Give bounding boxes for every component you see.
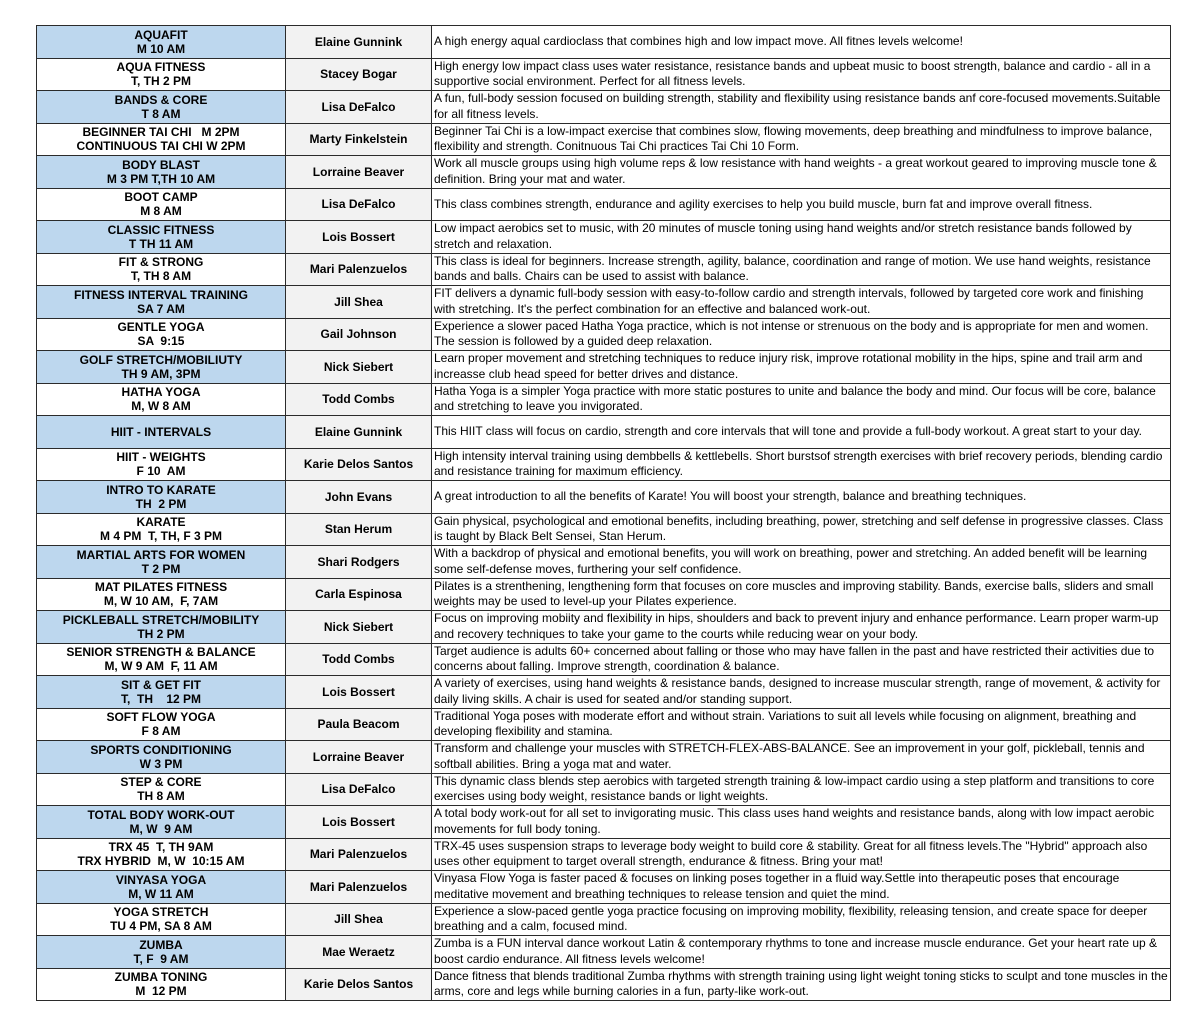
- class-description-cell: [432, 286, 1171, 319]
- class-time: W 3 PM: [139, 756, 183, 771]
- class-description: High energy low impact class uses water resistance, resistance bands and upbeat music to boost strength, balance and cardio - all in a supportive social environment. Perfect for all fitness levels.: [434, 58, 1151, 89]
- class-cell: [37, 611, 286, 644]
- instructor-name: Elaine Gunnink: [286, 26, 432, 59]
- class-time: M, W 11 AM: [128, 886, 194, 901]
- class-name: TRX 45 T, TH 9AM: [108, 840, 214, 855]
- class-row: [37, 546, 1171, 579]
- class-row: [37, 221, 1171, 254]
- class-description-cell: [432, 156, 1171, 189]
- class-row: [37, 773, 1171, 806]
- class-description-cell: [432, 383, 1171, 416]
- class-cell: [37, 416, 286, 449]
- class-name: ZUMBA TONING: [114, 970, 208, 985]
- class-description: A variety of exercises, using hand weights & resistance bands, designed to increase muscular strength, range of movement, & activity for daily living skills. A chair is used for seated and/or standing support.: [434, 676, 1161, 706]
- class-description-cell: [432, 123, 1171, 156]
- class-time: M 12 PM: [135, 984, 187, 999]
- class-description-cell: [432, 318, 1171, 351]
- class-cell: [37, 838, 286, 871]
- class-description: This class is ideal for beginners. Increase strength, agility, balance, coordination and range of motion. We use hand weights, resistance bands and balls. Chairs can be used to assist with balance.: [434, 253, 1151, 284]
- instructor-name: Todd Combs: [286, 383, 432, 416]
- class-name: MARTIAL ARTS FOR WOMEN: [76, 547, 246, 562]
- class-description: TRX-45 uses suspension straps to leverage body weight to build core & stability. Great for all fitness levels.The "Hybrid" approach also uses other equipment to target overall strength, endurance & fitness. Bring your mat!: [434, 838, 1148, 869]
- class-schedule-table: [36, 25, 1171, 1001]
- class-description-cell: [432, 351, 1171, 384]
- class-time: M 8 AM: [140, 204, 182, 219]
- class-cell: [37, 58, 286, 91]
- class-time: TRX HYBRID M, W 10:15 AM: [77, 854, 245, 869]
- class-cell: [37, 643, 286, 676]
- instructor-name: Lorraine Beaver: [286, 156, 432, 189]
- class-name: HIIT - WEIGHTS: [116, 450, 206, 465]
- class-description: Dance fitness that blends traditional Zumba rhythms with strength training using light weight toning sticks to sculpt and tone muscles in the arms, core and legs while burning calories in a fun, party-like work-out.: [434, 968, 1168, 999]
- class-time: SA 9:15: [137, 334, 185, 349]
- class-description: Experience a slower paced Hatha Yoga practice, which is not intense or strenuous on the body and is appropriate for men and women. The session is followed by a guided deep relaxation.: [434, 318, 1149, 349]
- class-time: TH 9 AM, 3PM: [121, 366, 201, 381]
- instructor-name: Lisa DeFalco: [286, 773, 432, 806]
- class-description: FIT delivers a dynamic full-body session with easy-to-follow cardio and strength intervals, followed by targeted core work and finishing with stretching. It's the perfect combination for an effective and balanced work-out.: [434, 286, 1144, 316]
- class-description: A great introduction to all the benefits of Karate! You will boost your strength, balance and breathing techniques.: [434, 489, 1027, 503]
- instructor-name: Jill Shea: [286, 903, 432, 936]
- instructor-name: John Evans: [286, 481, 432, 514]
- class-row: [37, 903, 1171, 936]
- class-name: TOTAL BODY WORK-OUT: [87, 807, 235, 822]
- class-name: GOLF STRETCH/MOBILIUTY: [79, 352, 243, 367]
- class-row: [37, 741, 1171, 774]
- class-time: M, W 10 AM, F, 7AM: [103, 594, 219, 609]
- class-cell: [37, 968, 286, 1001]
- class-time: TU 4 PM, SA 8 AM: [110, 919, 212, 934]
- class-name: PICKLEBALL STRETCH/MOBILITY: [62, 612, 260, 627]
- class-description-cell: [432, 513, 1171, 546]
- instructor-name: Lois Bossert: [286, 676, 432, 709]
- class-cell: [37, 546, 286, 579]
- class-description-cell: [432, 91, 1171, 124]
- class-time: M 3 PM T,TH 10 AM: [106, 171, 216, 186]
- instructor-name: Nick Siebert: [286, 611, 432, 644]
- class-cell: [37, 351, 286, 384]
- instructor-name: Lorraine Beaver: [286, 741, 432, 774]
- class-time: TH 2 PM: [137, 626, 185, 641]
- class-name: BANDS & CORE: [114, 92, 208, 107]
- class-description: Pilates is a strenthening, lengthening form that focuses on core muscles and improving stability. Bands, exercise balls, sliders and small weights may be used to level-up your Pilates experience.: [434, 578, 1154, 609]
- instructor-name: Lois Bossert: [286, 806, 432, 839]
- class-cell: [37, 156, 286, 189]
- class-name: BOOT CAMP: [124, 190, 198, 205]
- class-name: HIIT - INTERVALS: [110, 424, 212, 439]
- class-description-cell: [432, 611, 1171, 644]
- class-time: TH 2 PM: [135, 496, 187, 511]
- class-row: [37, 806, 1171, 839]
- class-description: High intensity interval training using dembbells & kettlebells. Short burstsof strength exercises with brief recovery periods, blending cardio and resistance training for maximum efficiency.: [434, 448, 1163, 479]
- class-row: [37, 123, 1171, 156]
- class-description: This class combines strength, endurance and agility exercises to help you build muscle, burn fat and improve overall fitness.: [434, 196, 1093, 211]
- class-time: SA 7 AM: [137, 301, 185, 316]
- instructor-name: Lisa DeFalco: [286, 188, 432, 221]
- class-description: Traditional Yoga poses with moderate effort and without strain. Variations to suit all levels while focusing on alignment, breathing and developing flexibility and stamina.: [434, 708, 1137, 739]
- class-name: FIT & STRONG: [118, 255, 204, 270]
- class-name: STEP & CORE: [120, 775, 202, 790]
- class-cell: [37, 578, 286, 611]
- class-time: TH 8 AM: [137, 789, 185, 804]
- class-schedule-body: [37, 26, 1171, 1001]
- class-description: This HIIT class will focus on cardio, strength and core intervals that will tone and provide a full-body workout. A great start to your day.: [434, 424, 1142, 438]
- class-row: [37, 708, 1171, 741]
- instructor-name: Nick Siebert: [286, 351, 432, 384]
- class-cell: [37, 448, 286, 481]
- instructor-name: Carla Espinosa: [286, 578, 432, 611]
- class-row: [37, 156, 1171, 189]
- class-description-cell: [432, 903, 1171, 936]
- class-row: [37, 643, 1171, 676]
- class-description-cell: [432, 773, 1171, 806]
- instructor-name: Lisa DeFalco: [286, 91, 432, 124]
- class-cell: [37, 26, 286, 59]
- class-description: Experience a slow-paced gentle yoga practice focusing on improving mobility, flexibility, releasing tension, and create space for deeper breathing and a calm, focused mind.: [434, 903, 1148, 934]
- class-description: Low impact aerobics set to music, with 20 minutes of muscle toning using hand weights and/or stretch resistance bands followed by stretch and relaxation.: [434, 221, 1132, 251]
- class-description: Gain physical, psychological and emotional benefits, including breathing, power, stretching and self defense in progressive classes. Class is taught by Black Belt Sensei, Stan Herum.: [434, 513, 1164, 544]
- class-name: YOGA STRETCH: [113, 905, 209, 920]
- class-row: [37, 253, 1171, 286]
- class-time: F 10 AM: [136, 464, 186, 479]
- class-time: M 10 AM: [136, 41, 186, 56]
- class-time: T 2 PM: [141, 561, 181, 576]
- class-row: [37, 383, 1171, 416]
- class-description-cell: [432, 448, 1171, 481]
- class-description: Beginner Tai Chi is a low-impact exercise that combines slow, flowing movements, deep breathing and mindfulness to improve balance, flexibility and strength. Conitnuous Tai Chi practices Tai Chi 10 Form.: [434, 123, 1153, 154]
- class-time: M 4 PM T, TH, F 3 PM: [99, 529, 222, 544]
- class-name: AQUA FITNESS: [116, 60, 206, 75]
- class-name: GENTLE YOGA: [117, 320, 205, 335]
- class-name: AQUAFIT: [134, 27, 188, 42]
- class-description-cell: [432, 481, 1171, 514]
- class-cell: [37, 513, 286, 546]
- class-description: Transform and challenge your muscles with STRETCH-FLEX-ABS-BALANCE. See an improvement in your golf, pickleball, tennis and softball abilities. Bring a yoga mat and water.: [434, 741, 1145, 771]
- class-name: BODY BLAST: [122, 157, 200, 172]
- class-cell: [37, 123, 286, 156]
- class-time: T 8 AM: [141, 106, 181, 121]
- class-row: [37, 58, 1171, 91]
- class-name: SOFT FLOW YOGA: [106, 710, 216, 725]
- class-description-cell: [432, 221, 1171, 254]
- class-row: [37, 318, 1171, 351]
- class-description: Hatha Yoga is a simpler Yoga practice with more static postures to unite and balance the body and mind. Our focus will be core, balance and stretching to leave you invigorated.: [434, 383, 1156, 414]
- class-row: [37, 936, 1171, 969]
- instructor-name: Todd Combs: [286, 643, 432, 676]
- class-description-cell: [432, 643, 1171, 676]
- class-description-cell: [432, 26, 1171, 59]
- class-description: A total body work-out for all set to invigorating music. This class uses hand weights and resistance bands, along with low impact aerobic movements for full body toning.: [434, 806, 1155, 836]
- class-description: Work all muscle groups using high volume reps & low resistance with hand weights - a great workout geared to improving muscle tone & definition. Bring your mat and water.: [434, 156, 1157, 186]
- class-cell: [37, 188, 286, 221]
- class-row: [37, 611, 1171, 644]
- class-description-cell: [432, 838, 1171, 871]
- class-description-cell: [432, 708, 1171, 741]
- class-description-cell: [432, 58, 1171, 91]
- instructor-name: Jill Shea: [286, 286, 432, 319]
- class-description: With a backdrop of physical and emotional benefits, you will work on breathing, power and stretching. An added benefit will be learning some self-defense moves, furthering your self confidence.: [434, 546, 1148, 576]
- class-description-cell: [432, 806, 1171, 839]
- class-name: KARATE: [136, 515, 186, 530]
- class-name: MAT PILATES FITNESS: [94, 580, 228, 595]
- class-row: [37, 676, 1171, 709]
- instructor-name: Marty Finkelstein: [286, 123, 432, 156]
- instructor-name: Stacey Bogar: [286, 58, 432, 91]
- class-cell: [37, 253, 286, 286]
- class-time: T TH 11 AM: [128, 236, 194, 251]
- class-time: T, TH 8 AM: [130, 269, 192, 284]
- class-row: [37, 968, 1171, 1001]
- class-row: [37, 188, 1171, 221]
- class-name: FITNESS INTERVAL TRAINING: [73, 287, 248, 302]
- class-description: A fun, full-body session focused on building strength, stability and flexibility using resistance bands anf core-focused movements.Suitable for all fitness levels.: [434, 91, 1161, 121]
- class-row: [37, 578, 1171, 611]
- class-description-cell: [432, 546, 1171, 579]
- class-row: [37, 416, 1171, 449]
- instructor-name: Elaine Gunnink: [286, 416, 432, 449]
- instructor-name: Mae Weraetz: [286, 936, 432, 969]
- class-time: CONTINUOUS TAI CHI W 2PM: [76, 139, 246, 154]
- class-description: Vinyasa Flow Yoga is faster paced & focuses on linking poses together in a fluid way.Settle into therapeutic poses that encourage meditative movement and breathing techniques to release tension and quiet the mind.: [434, 871, 1120, 901]
- class-name: SENIOR STRENGTH & BALANCE: [66, 645, 256, 660]
- class-name: SIT & GET FIT: [121, 677, 201, 692]
- instructor-name: Karie Delos Santos: [286, 968, 432, 1001]
- class-name: HATHA YOGA: [121, 385, 201, 400]
- class-cell: [37, 708, 286, 741]
- instructor-name: Lois Bossert: [286, 221, 432, 254]
- instructor-name: Mari Palenzuelos: [286, 838, 432, 871]
- class-cell: [37, 741, 286, 774]
- class-description-cell: [432, 676, 1171, 709]
- class-description-cell: [432, 741, 1171, 774]
- class-cell: [37, 871, 286, 904]
- class-cell: [37, 286, 286, 319]
- class-row: [37, 513, 1171, 546]
- class-time: M, W 8 AM: [131, 399, 191, 414]
- class-description: Focus on improving mobiity and flexibility in hips, shoulders and back to prevent injury and enhance performance. Learn proper warm-up and recovery techniques to take your game to the courts while reducing wear on your body.: [434, 611, 1159, 641]
- class-row: [37, 838, 1171, 871]
- class-cell: [37, 91, 286, 124]
- class-description: A high energy aqual cardioclass that combines high and low impact move. All fitnes levels welcome!: [434, 34, 963, 48]
- class-name: SPORTS CONDITIONING: [90, 742, 232, 757]
- class-row: [37, 448, 1171, 481]
- class-row: [37, 26, 1171, 59]
- instructor-name: Karie Delos Santos: [286, 448, 432, 481]
- class-cell: [37, 318, 286, 351]
- class-cell: [37, 481, 286, 514]
- class-cell: [37, 676, 286, 709]
- class-time: F 8 AM: [141, 724, 181, 739]
- class-row: [37, 91, 1171, 124]
- instructor-name: Stan Herum: [286, 513, 432, 546]
- class-time: M, W 9 AM F, 11 AM: [104, 659, 218, 674]
- class-name: CLASSIC FITNESS: [107, 222, 215, 237]
- class-row: [37, 286, 1171, 319]
- class-cell: [37, 383, 286, 416]
- class-time: T, TH 12 PM: [120, 691, 201, 706]
- class-time: T, F 9 AM: [133, 951, 189, 966]
- class-row: [37, 481, 1171, 514]
- class-description: Target audience is adults 60+ concerned about falling or those who may have fallen in the past and have restricted their activities due to concerns about falling. Improve strength, coordination & balance.: [434, 643, 1155, 674]
- instructor-name: Paula Beacom: [286, 708, 432, 741]
- class-description: Zumba is a FUN interval dance workout Latin & contemporary rhythms to tone and increase muscle endurance. Get your heart rate up & boost cardio endurance. All fitness levels welcome!: [434, 936, 1158, 966]
- class-description-cell: [432, 578, 1171, 611]
- class-name: VINYASA YOGA: [115, 872, 207, 887]
- class-time: M, W 9 AM: [129, 821, 193, 836]
- class-description-cell: [432, 188, 1171, 221]
- class-cell: [37, 903, 286, 936]
- class-description: This dynamic class blends step aerobics with targeted strength training & low-impact cardio using a step platform and transitions to core exercises using body weight, resistance bands or light weights.: [434, 773, 1155, 804]
- instructor-name: Gail Johnson: [286, 318, 432, 351]
- class-description-cell: [432, 871, 1171, 904]
- instructor-name: Mari Palenzuelos: [286, 253, 432, 286]
- class-description-cell: [432, 936, 1171, 969]
- class-cell: [37, 773, 286, 806]
- instructor-name: Shari Rodgers: [286, 546, 432, 579]
- class-name: INTRO TO KARATE: [106, 482, 216, 497]
- class-name: ZUMBA: [139, 937, 183, 952]
- class-row: [37, 871, 1171, 904]
- instructor-name: Mari Palenzuelos: [286, 871, 432, 904]
- class-description: Learn proper movement and stretching techniques to reduce injury risk, improve rotational mobility in the hips, spine and trail arm and increasse club head speed for better drives and distance.: [434, 351, 1143, 381]
- class-cell: [37, 936, 286, 969]
- class-description-cell: [432, 416, 1171, 449]
- class-name: BEGINNER TAI CHI M 2PM: [82, 125, 240, 140]
- class-time: T, TH 2 PM: [130, 74, 191, 89]
- class-cell: [37, 806, 286, 839]
- class-description-cell: [432, 253, 1171, 286]
- class-description-cell: [432, 968, 1171, 1001]
- class-cell: [37, 221, 286, 254]
- class-row: [37, 351, 1171, 384]
